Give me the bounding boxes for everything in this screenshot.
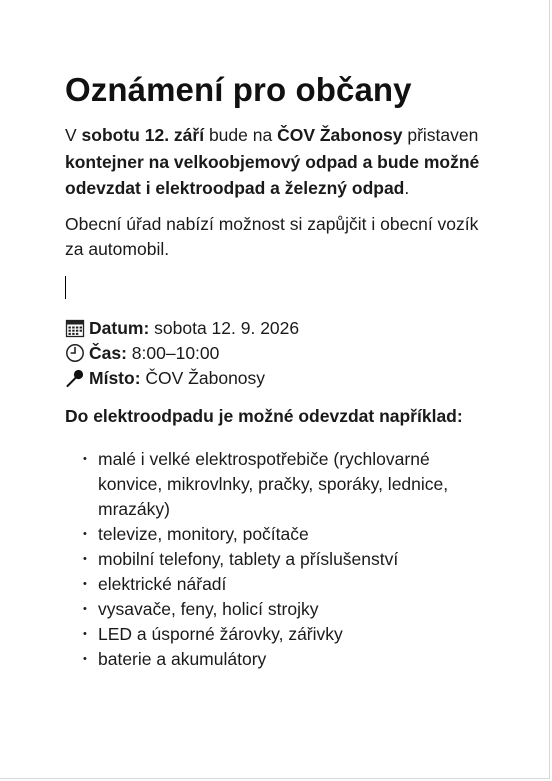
list-heading: Do elektroodpadu je možné odevzdat například:	[65, 405, 463, 426]
list-item	[65, 597, 495, 622]
date-value: sobota 12. 9. 2026	[149, 317, 300, 338]
time-label: Čas:	[89, 342, 127, 363]
intro-paragraph	[65, 122, 495, 202]
intro-place-bold: ČOV Žabonosy	[277, 125, 403, 145]
place-label: Místo:	[89, 367, 141, 388]
list-item-text: baterie a akumulátory	[98, 648, 267, 669]
date-label: Datum:	[89, 317, 150, 338]
date-line	[65, 316, 495, 341]
intro-text-2: bude na	[204, 125, 278, 145]
text-cursor	[65, 276, 66, 299]
e-waste-list	[65, 447, 495, 672]
bullet: •	[83, 452, 87, 465]
list-item	[65, 547, 495, 572]
list-item	[65, 622, 495, 647]
place-value: ČOV Žabonosy	[140, 367, 266, 388]
pushpin-icon	[65, 368, 85, 388]
time-value: 8:00–10:00	[126, 342, 220, 363]
intro-text-3: přistaven	[402, 125, 479, 145]
list-item-text: mobilní telefony, tablety a příslušenství	[98, 548, 399, 569]
list-item	[65, 447, 495, 522]
intro-container-bold: kontejner na velkoobjemový odpad a bude možné odevzdat i elektroodpad a železný odpad	[65, 151, 480, 198]
intro-date-bold: sobotu 12. září	[81, 125, 205, 145]
bullet: •	[83, 527, 87, 540]
time-line	[65, 341, 495, 366]
intro-text-1: V	[65, 125, 82, 145]
list-item-text: malé i velké elektrospotřebiče (rychlovarné konvice, mikrovlnky, pračky, sporáky, lednice, mrazáky)	[98, 448, 449, 519]
list-item	[65, 522, 495, 547]
list-item-text: televize, monitory, počítače	[98, 523, 309, 544]
event-details	[65, 316, 495, 391]
document-body[interactable]	[65, 64, 495, 672]
bullet: •	[83, 577, 87, 590]
bullet: •	[83, 552, 87, 565]
intro-text-4: .	[404, 178, 410, 198]
bullet: •	[83, 652, 87, 665]
bullet: •	[83, 602, 87, 615]
list-item-text: vysavače, feny, holicí strojky	[98, 598, 319, 619]
list-item	[65, 572, 495, 597]
list-item-text: elektrické nářadí	[98, 573, 227, 594]
page-title: Oznámení pro občany	[65, 71, 412, 108]
trailer-paragraph: Obecní úřad nabízí možnost si zapůjčit i obecní vozík za automobil.	[65, 213, 479, 259]
bullet: •	[83, 627, 87, 640]
place-line	[65, 366, 495, 391]
list-item-text: LED a úsporné žárovky, zářivky	[98, 623, 343, 644]
calendar-icon	[65, 318, 85, 338]
list-item	[65, 647, 495, 672]
clock-icon	[65, 343, 85, 363]
